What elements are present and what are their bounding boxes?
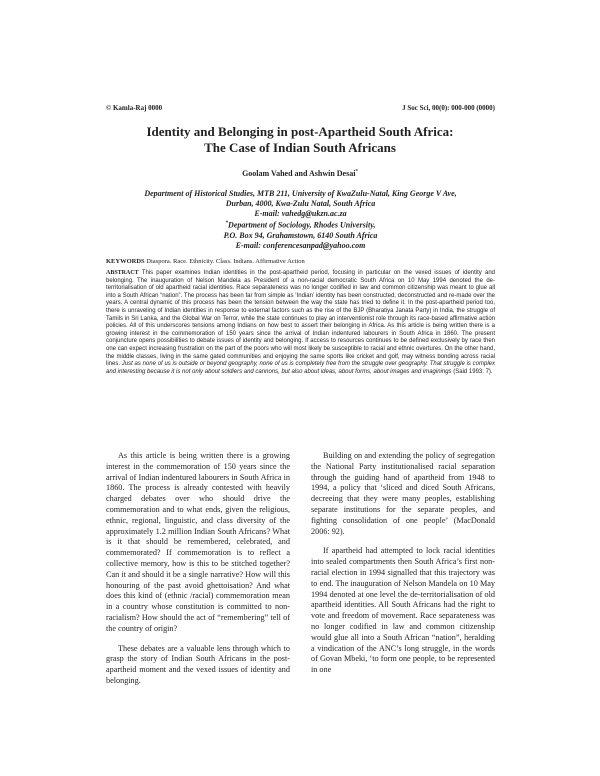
body-paragraph: If apartheid had attempted to lock racial identities into sealed compartments then South Africa’s first non-racial election in 1994 signalled that this trajectory was to end. The inauguration of Nelson Mandela on 10 May 1994 denoted at one level the de-territorialisation of old apartheid identities. All South Africans had the right to vote and freedom of movement. Race separateness was no longer codified in law and common citizenship would glue all into a South African “nation”, heralding a vindication of the ANC’s long struggle, in the words of Govan Mbeki, ‘to form one people, to be represented in one [311,546,495,675]
body-paragraph: As this article is being written there is a growing interest in the commemoration of 150 years since the arrival of Indian indentured labourers in South Africa in 1860. The process is already contested with heavily charged debates over who should drive the commemoration and to what ends, given the religious, ethnic, regional, linguistic, and class diversity of the approximately 1.2 million Indian South Africans? What is it that should be remembered, celebrated, and commemorated? If commemoration is to reflect a collective memory, how is this to be stitched together? Can it and should it be a single narrative? How will this honouring of the past avoid ghettoisation? And what does this kind of (ethnic /racial) commemoration mean in a country whose constitution is committed to non-racialism? How should the act of “remembering” tell of the country of origin? [106,451,290,633]
title-line-1: Identity and Belonging in post-Apartheid South Africa: [146,124,454,139]
abstract-quote: Just as none of us is outside or beyond geography, none of us is completely free from the struggle over geography. That struggle is complex and interesting because it is not only about soldiers and cannons, but also about ideas, about forms, about images and imaginings [106,361,495,375]
paper-title [0,124,600,156]
keywords [106,258,495,266]
copyright-header: © Kamla-Raj 0000 [106,104,163,112]
title-line-2: The Case of Indian South Africans [204,140,396,155]
affiliations [106,189,495,251]
body-paragraph: These debates are a valuable lens through which to grasp the story of Indian South Africans in the post-apartheid moment and the vexed issues of identity and belonging. [106,643,290,685]
affiliation-email-1: E-mail: vahedg@ukzn.ac.za [254,209,347,218]
affiliation-mark: * [225,221,229,226]
abstract [106,270,495,376]
body-paragraph: Building on and extending the policy of segregation the National Party institutionalised racial separation through the guiding hand of apartheid from 1948 to 1994, a policy that ‘sliced and diced South Africans, decreeing that they were many peoples, establishing separate institutions for the separate peoples, and fighting consolidation of one people’ (MacDonald 2006: 92). [311,451,495,536]
affiliation-email-2: E-mail: conferencesanpad@yahoo.com [235,240,366,250]
abstract-citation: (Said 1993: 7). [453,368,493,375]
affiliation-line-1: Department of Historical Studies, MTB 211, University of KwaZulu-Natal, King George V Ave, [144,189,457,198]
author-footnote-mark: * [355,169,358,175]
journal-citation-header: J Soc Sci, 00(0): 000-000 (0000) [402,104,495,112]
affiliation-line-2: Durban, 4000, Kwa-Zulu Natal, South Africa [225,199,376,208]
abstract-label: ABSTRACT [106,270,139,276]
keywords-label: KEYWORDS [106,258,145,265]
abstract-text: This paper examines Indian identities in the post-apartheid period, focusing in particular on the vexed issues of identity and belonging. The inauguration of Nelson Mandela as President of a non-racial democratic South Africa on 10 May 1994 denoted the de-territorialisation of old apartheid racial identities. Race separateness was no longer codified in law and common citizenship was meant to glue all into a South African “nation”. The process has been far from simple as ‘Indian’ identity has been constructed, deconstructed and re-made over the years. A central dynamic of this process has been the tension between the way the state has tried to define it. In the post-apartheid period too, there is unraveling of Indian identities in response to external factors such as the rise of the BJP (Bharatiya Janata Party) in India, the struggle of Tamils in Sri Lanka, and the Global War on Terror, while the state continues to play an interventionist role through its race-based affirmative action policies. All of this underscores tensions among Indians on how best to assert their belonging in Africa. As this article is being written there is a growing interest in the commemoration of 150 years since the arrival of Indian indentured labourers in South Africa in 1860. The present conjuncture opens possibilities to debate issues of identity and belonging. If access to resources continues to be defined exclusively by race then one can expect increasing frustration on the part of the poors who will most likely be susceptible to racial and ethnic overtures. On the other hand, the middle classes, living in the same gated communities and enjoying the same sports like cricket and golf, may witness bonding across racial lines. [106,270,495,368]
affiliation-line-5: P.O. Box 94, Grahamstown, 6140 South Africa [223,230,378,240]
author-names: Goolam Vahed and Ashwin Desai [242,169,356,178]
body-column-right [311,451,495,685]
affiliation-line-4: *Department of Sociology, Rhodes University, [225,220,376,230]
body-column-left [106,451,290,696]
keywords-text: Diaspora. Race. Ethnicity. Class. Indians. Affirmative Action [146,258,305,265]
authors [0,169,600,178]
